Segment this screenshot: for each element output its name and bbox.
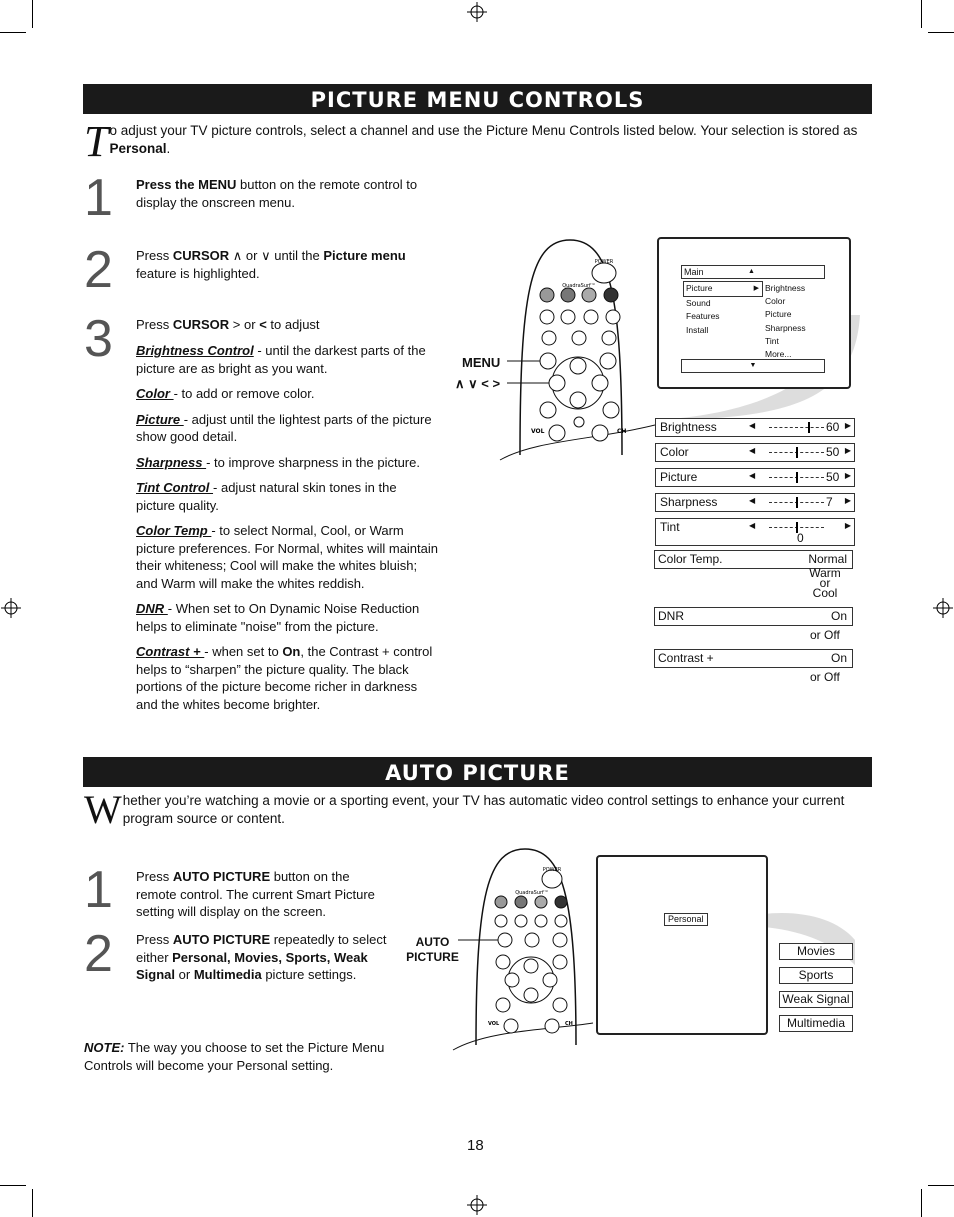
option-dnr: DNR On	[654, 607, 853, 626]
osd-item-picture: Picture ▶	[683, 281, 763, 297]
cursor-callout-label: ∧ ∨ < >	[455, 376, 501, 391]
svg-text:POWER: POWER	[542, 867, 562, 873]
control-tint: Tint Control - adjust natural skin tones in the picture quality.	[136, 480, 397, 513]
option-contrast-alt: or Off	[810, 670, 840, 684]
svg-text:CH: CH	[565, 1021, 573, 1027]
osd-item-features: Features	[686, 311, 720, 321]
page-number: 18	[467, 1137, 484, 1154]
osd-footer: ▼	[681, 359, 825, 373]
section-title-auto-picture: AUTO PICTURE	[83, 757, 872, 787]
control-dnr: DNR - When set to On Dynamic Noise Reduction helps to eliminate "noise" from the picture.	[136, 601, 420, 634]
auto-option: Movies	[779, 943, 853, 960]
slider-value: 60	[826, 420, 840, 434]
auto-options	[779, 943, 853, 1039]
picture-intro	[84, 117, 874, 166]
step-number: 2	[84, 925, 113, 983]
slider-value: 50	[826, 445, 840, 459]
osd-left-menu	[683, 281, 763, 337]
auto-step-2-text: Press AUTO PICTURE repeatedly to select either Personal, Movies, Sports, Weak Signal or Multimedia picture settings.	[136, 932, 387, 982]
step-2-text: Press CURSOR ∧ or ∨ until the Picture menu feature is highlighted.	[136, 248, 406, 281]
intro-text: o adjust your TV picture controls, select a channel and use the Picture Menu Controls listed below. Your selection is stored as	[109, 123, 858, 138]
osd-right-menu: Brightness Color Picture Sharpness Tint More...	[765, 283, 806, 360]
auto-option: Weak Signal	[779, 991, 853, 1008]
screen-personal-label: Personal	[664, 913, 708, 926]
control-descriptions	[136, 342, 438, 713]
auto-option: Multimedia	[779, 1015, 853, 1032]
registration-mark-icon	[933, 598, 953, 618]
step-number: 1	[84, 169, 113, 227]
arrow-right-icon: ▶	[844, 521, 851, 530]
remote-control-illustration	[448, 845, 598, 1060]
arrow-right-icon: ▶	[844, 496, 851, 505]
slider-label: Tint	[660, 520, 680, 534]
option-dnr-alt: or Off	[810, 628, 840, 642]
registration-mark-icon	[467, 1195, 487, 1215]
option-color-temp-alt: Warm or Cool	[809, 566, 841, 600]
slider-track	[769, 502, 824, 503]
slider-row	[655, 518, 855, 546]
step-number: 3	[84, 310, 113, 368]
slider-track	[769, 452, 824, 453]
option-color-temp: Color Temp. Normal	[654, 550, 853, 569]
step-3-text: Press CURSOR > or < to adjust	[136, 317, 320, 332]
arrow-right-icon: ▶	[844, 471, 851, 480]
slider-label: Sharpness	[660, 495, 718, 509]
slider-knob	[796, 472, 798, 483]
arrow-right-icon: ▶	[844, 421, 851, 430]
arrow-left-icon: ◀	[749, 496, 756, 505]
registration-mark-icon	[467, 2, 487, 22]
arrow-left-icon: ◀	[749, 421, 756, 430]
slider-knob	[796, 447, 798, 458]
drop-cap: T	[84, 117, 109, 166]
slider-row	[655, 468, 855, 487]
arrow-left-icon: ◀	[749, 521, 756, 530]
osd-header: Main ▲	[681, 265, 825, 279]
auto-step-1-text: Press AUTO PICTURE button on the remote control. The current Smart Picture setting will display on the screen.	[136, 869, 375, 919]
slider-value: 50	[826, 470, 840, 484]
slider-knob	[796, 497, 798, 508]
svg-text:QuadraSurf™: QuadraSurf™	[562, 283, 596, 289]
osd-screen	[657, 237, 851, 389]
step-number: 2	[84, 241, 113, 299]
slider-track	[769, 527, 824, 528]
slider-label: Picture	[660, 470, 698, 484]
intro-end: .	[166, 141, 171, 156]
control-color-temp: Color Temp - to select Normal, Cool, or Warm picture preferences. For Normal, whites will maintain their whiteness; Cool will make the whites bluish; and Warm will make the whites reddish.	[136, 523, 438, 591]
drop-cap: W	[84, 787, 122, 832]
intro-bold: Personal	[109, 141, 167, 156]
osd-item-install: Install	[686, 324, 709, 335]
control-contrast: Contrast + - when set to On, the Contrast + control helps to “sharpen” the picture quality. The black portions of the picture become richer in darkness and the whites become brighter.	[136, 644, 433, 712]
control-brightness: Brightness Control - until the darkest parts of the picture are as bright as you want.	[136, 343, 426, 376]
section-title-picture-menu: PICTURE MENU CONTROLS	[83, 84, 872, 114]
arrow-left-icon: ◀	[749, 471, 756, 480]
slider-label: Color	[660, 445, 689, 459]
arrow-right-icon: ▶	[844, 446, 851, 455]
control-color: Color - to add or remove color.	[136, 386, 315, 401]
arrow-left-icon: ◀	[749, 446, 756, 455]
note: NOTE: The way you choose to set the Picture Menu Controls will become your Personal setting.	[84, 1040, 385, 1073]
remote-control-illustration	[455, 235, 655, 465]
slider-list	[655, 418, 855, 552]
slider-knob	[808, 422, 810, 433]
option-contrast: Contrast + On	[654, 649, 853, 668]
slider-track	[769, 477, 824, 478]
svg-text:QuadraSurf™: QuadraSurf™	[515, 890, 549, 896]
slider-row	[655, 418, 855, 437]
menu-callout-label: MENU	[462, 355, 501, 370]
auto-intro	[84, 787, 874, 832]
slider-row	[655, 493, 855, 512]
slider-value: 0	[797, 531, 804, 545]
svg-text:VOL: VOL	[531, 428, 545, 435]
osd-item-sound: Sound	[686, 297, 711, 308]
svg-text:VOL: VOL	[488, 1021, 500, 1027]
registration-mark-icon	[1, 598, 21, 618]
auto-picture-callout-label: AUTO PICTURE	[406, 935, 459, 964]
svg-text:CH: CH	[617, 428, 627, 435]
slider-label: Brightness	[660, 420, 717, 434]
svg-text:POWER: POWER	[594, 259, 614, 265]
auto-intro-text: hether you’re watching a movie or a sporting event, your TV has automatic video control settings to enhance your current program source or content.	[122, 793, 845, 826]
control-sharpness: Sharpness - to improve sharpness in the picture.	[136, 454, 420, 470]
control-picture: Picture - adjust until the lightest parts of the picture show good detail.	[136, 411, 432, 444]
slider-value: 7	[826, 495, 833, 509]
step-1-text: Press the MENU button on the remote control to display the onscreen menu.	[136, 177, 418, 210]
auto-option: Sports	[779, 967, 853, 984]
slider-row	[655, 443, 855, 462]
slider-track	[769, 427, 824, 428]
step-number: 1	[84, 861, 113, 919]
tv-screen	[596, 855, 768, 1035]
